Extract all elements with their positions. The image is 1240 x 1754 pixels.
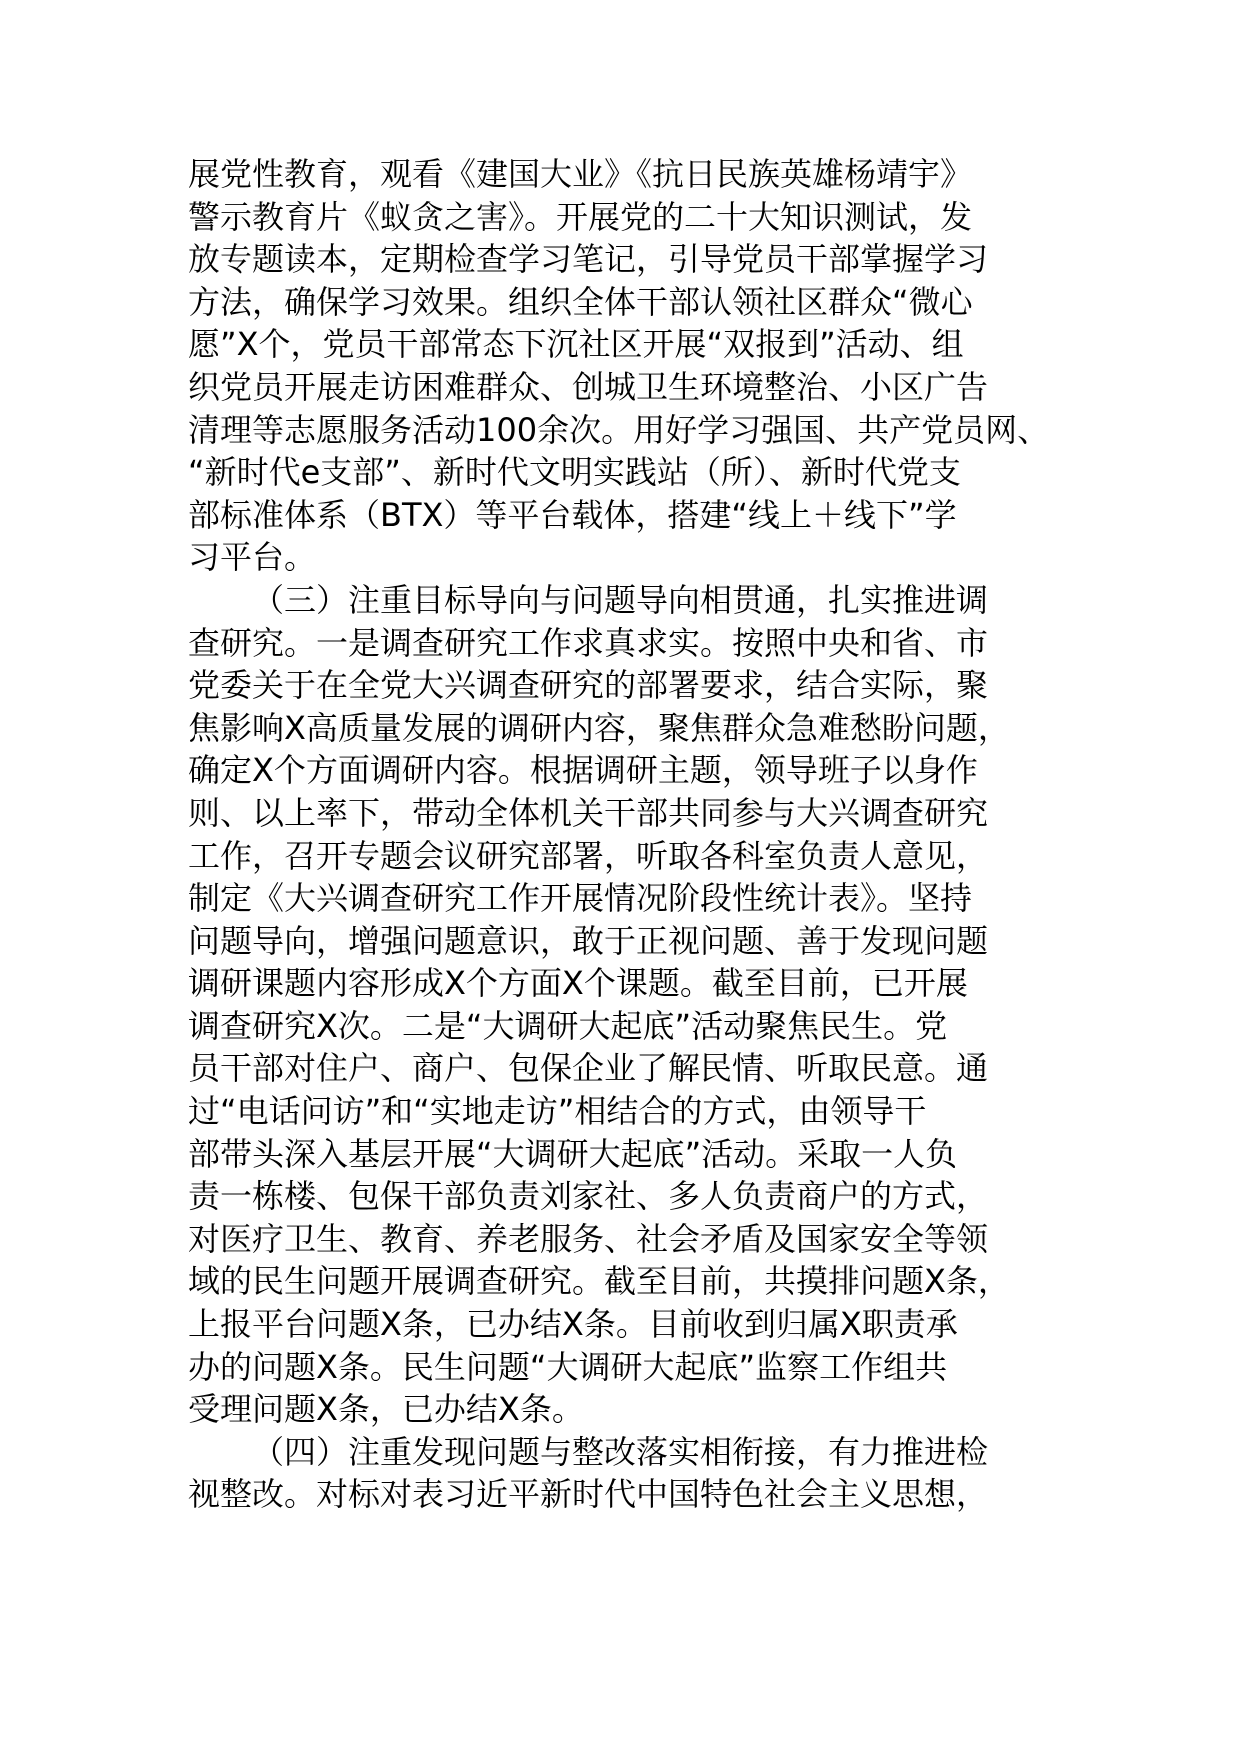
text-line: 方法，确保学习效果。组织全体干部认领社区群众“微心 xyxy=(188,282,973,321)
text-line: 展党性教育，观看《建国大业》《抗日民族英雄杨靖宇》 xyxy=(188,155,973,193)
text-line: 部带头深入基层开展“大调研大起底”活动。采取一人负 xyxy=(188,1134,958,1173)
text-line: 上报平台问题X条，已办结X条。目前收到归属X职责承 xyxy=(188,1305,958,1344)
text-line: 确定X个方面调研内容。根据调研主题，领导班子以身作 xyxy=(188,751,978,790)
text-line: “新时代e支部”、新时代文明实践站（所）、新时代党支 xyxy=(188,453,961,492)
text-line: 清理等志愿服务活动100余次。用好学习强国、共产党员网、 xyxy=(188,410,1050,449)
text-line: 查研究。一是调查研究工作求真求实。按照中央和省、市 xyxy=(188,623,989,662)
text-line: 域的民生问题开展调查研究。截至目前，共摸排问题X条， xyxy=(188,1262,1010,1301)
text-line: 受理问题X条，已办结X条。 xyxy=(188,1390,584,1429)
text-line: 织党员开展走访困难群众、创城卫生环境整治、小区广告 xyxy=(188,367,989,406)
text-line: 调查研究X次。二是“大调研大起底”活动聚焦民生。党 xyxy=(188,1006,948,1045)
text-line: 制定《大兴调查研究工作开展情况阶段性统计表》。坚持 xyxy=(188,879,973,918)
text-line: 办的问题X条。民生问题“大调研大起底”监察工作组共 xyxy=(188,1347,948,1386)
text-line: （三）注重目标导向与问题导向相贯通，扎实推进调 xyxy=(252,580,989,619)
text-line: 工作，召开专题会议研究部署，听取各科室负责人意见， xyxy=(188,836,989,875)
text-line: 过“电话问访”和“实地走访”相结合的方式，由领导干 xyxy=(188,1092,927,1131)
text-line: 警示教育片《蚁贪之害》。开展党的二十大知识测试，发 xyxy=(188,197,973,236)
text-line: 视整改。对标对表习近平新时代中国特色社会主义思想， xyxy=(188,1475,989,1514)
text-line: （四）注重发现问题与整改落实相衔接，有力推进检 xyxy=(252,1432,989,1471)
text-line: 调研课题内容形成X个方面X个课题。截至目前，已开展 xyxy=(188,964,968,1003)
document-body xyxy=(188,153,1068,1516)
text-line: 习平台。 xyxy=(188,538,317,577)
text-line: 焦影响X高质量发展的调研内容，聚焦群众急难愁盼问题， xyxy=(188,708,1010,747)
text-line: 对医疗卫生、教育、养老服务、社会矛盾及国家安全等领 xyxy=(188,1219,989,1258)
text-line: 则、以上率下，带动全体机关干部共同参与大兴调查研究 xyxy=(188,793,989,832)
text-line: 员干部对住户、商户、包保企业了解民情、听取民意。通 xyxy=(188,1049,989,1088)
text-line: 放专题读本，定期检查学习笔记，引导党员干部掌握学习 xyxy=(188,240,989,279)
text-line: 问题导向，增强问题意识，敢于正视问题、善于发现问题 xyxy=(188,921,989,960)
text-line: 责一栋楼、包保干部负责刘家社、多人负责商户的方式， xyxy=(188,1177,989,1216)
text-line: 党委关于在全党大兴调查研究的部署要求，结合实际，聚 xyxy=(188,666,989,705)
text-line: 愿”X个，党员干部常态下沉社区开展“双报到”活动、组 xyxy=(188,325,964,364)
text-line: 部标准体系（BTX）等平台载体，搭建“线上＋线下”学 xyxy=(188,495,957,534)
